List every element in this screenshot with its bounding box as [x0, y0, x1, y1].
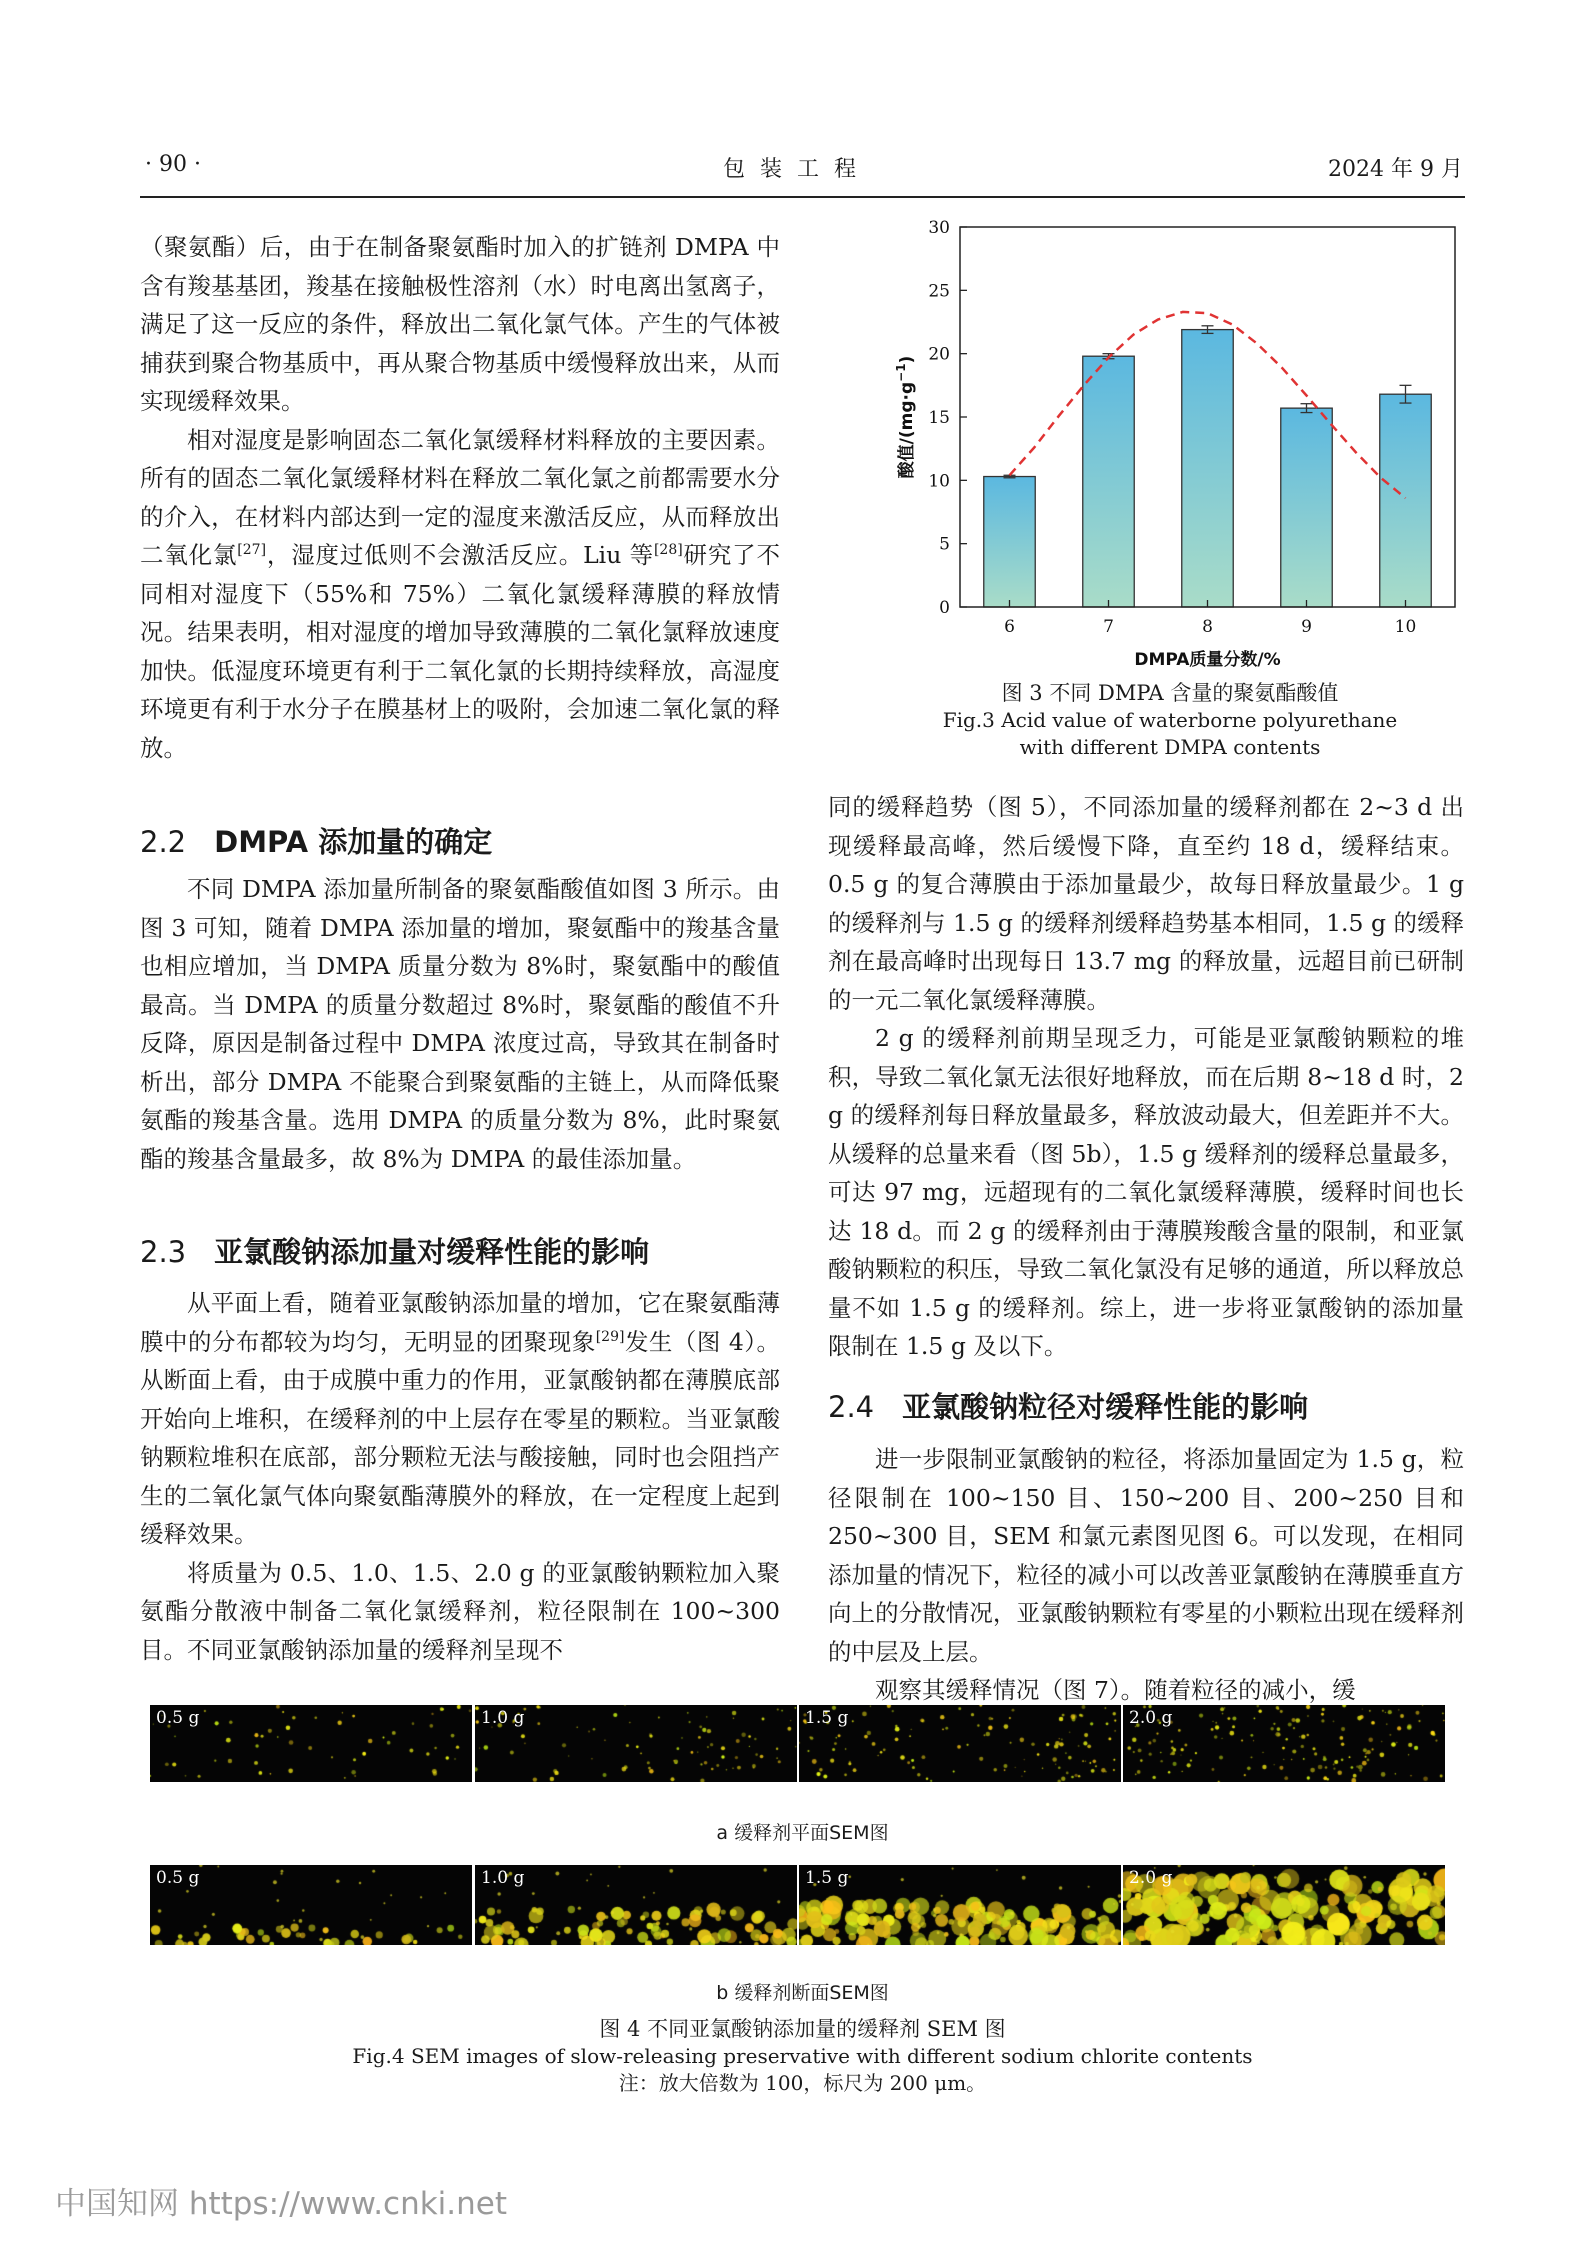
paragraph: 2 g 的缓释剂前期呈现乏力，可能是亚氯酸钠颗粒的堆积，导致二氧化氯无法很好地释放，而在后期 8~18 d 时，2 g 的缓释剂每日释放量最多，释放波动最大，但差距并不大。从缓释的总量来看（图 5b），1.5 g 缓释剂的缓释总量最多，可达 97 mg，远超现有的二氧化氯缓释薄膜，缓释时间也长达 18 d。而 2 g 的缓释剂由于薄膜羧酸含量的限制，和亚氯酸钠颗粒的积压，导致二氧化氯没有足够的通道，所以释放总量不如 1.5 g 的缓释剂。综上，进一步将亚氯酸钠的添加量限制在 1.5 g 及以下。 [828, 1024, 1464, 1360]
fig3-caption [870, 680, 1470, 761]
bar [1182, 330, 1233, 607]
fig4-note: 注：放大倍数为 100，标尺为 200 μm。 [618, 2071, 987, 2095]
y-tick-label: 0 [939, 598, 950, 618]
y-tick-label: 30 [928, 218, 950, 238]
y-tick-label: 20 [928, 344, 950, 365]
page-number: · 90 · [145, 152, 201, 177]
sem-panel-label: 1.5 g [805, 1708, 849, 1728]
x-tick-label: 7 [1103, 617, 1114, 637]
left-column-bottom [140, 1284, 780, 1669]
left-column-mid [140, 870, 780, 1178]
paragraph: 从平面上看，随着亚氯酸钠添加量的增加，它在聚氨酯薄膜中的分布都较为均匀，无明显的团聚现象[29]发生（图 4）。从断面上看，由于成膜中重力的作用，亚氯酸钠都在薄膜底部开始向上堆积，在缓释剂的中上层存在零星的颗粒。当亚氯酸钠颗粒堆积在底部，部分颗粒无法与酸接触，同时也会阻挡产生的二氧化氯气体向聚氨酯薄膜外的释放，在一定程度上起到缓释效果。 [140, 1289, 780, 1548]
fig3-caption-cn: 图 3 不同 DMPA 含量的聚氨酯酸值 [1001, 681, 1339, 705]
sem-image [150, 1705, 472, 1782]
fig4a-subcaption: a 缓释剂平面SEM图 [716, 1822, 889, 1844]
sem-panel-label: 2.0 g [1129, 1708, 1173, 1728]
fig4b-subcaption: b 缓释剂断面SEM图 [716, 1982, 889, 2004]
right-column-top [828, 788, 1464, 1366]
y-tick-label: 10 [928, 471, 950, 492]
acid-value-chart [870, 215, 1470, 695]
sem-image [1123, 1865, 1445, 1945]
sem-panel-label: 1.0 g [481, 1868, 525, 1888]
sem-image [799, 1705, 1121, 1782]
paragraph: （聚氨酯）后，由于在制备聚氨酯时加入的扩链剂 DMPA 中含有羧基基团，羧基在接触极性溶剂（水）时电离出氢离子，满足了这一反应的条件，释放出二氧化氯气体。产生的气体被捕获到聚合物基质中，再从聚合物基质中缓慢释放出来，从而实现缓释效果。 [140, 233, 780, 415]
sem-panel-label: 1.5 g [805, 1868, 849, 1888]
sem-panel-label: 0.5 g [156, 1708, 200, 1728]
sem-panel-label: 2.0 g [1129, 1868, 1173, 1888]
y-tick-label: 15 [928, 408, 950, 428]
sem-panel-label: 1.0 g [481, 1708, 525, 1728]
section-heading-2-4: 2.4 亚氯酸钠粒径对缓释性能的影响 [828, 1390, 1309, 1424]
journal-name: 包 装 工 程 [723, 157, 860, 182]
x-tick-label: 10 [1394, 617, 1417, 637]
y-axis-label: 酸值$/(mg\cdot g^{-1})$ [894, 355, 917, 479]
paragraph: 观察其缓释情况（图 7）。随着粒径的减小，缓 [875, 1676, 1356, 1704]
y-tick-label: 25 [928, 281, 950, 302]
section-heading-2-2: 2.2 DMPA 添加量的确定 [140, 825, 493, 859]
sem-image [475, 1865, 797, 1945]
bar [1083, 356, 1134, 607]
header-rule [140, 196, 1465, 198]
fig4-caption [140, 2016, 1465, 2097]
sem-image [475, 1705, 797, 1782]
bar [1380, 394, 1431, 607]
sem-image [150, 1865, 472, 1945]
sem-image [1123, 1705, 1445, 1782]
paragraph: 不同 DMPA 添加量所制备的聚氨酯酸值如图 3 所示。由图 3 可知，随着 DMPA 添加量的增加，聚氨酯中的羧基含量也相应增加，当 DMPA 质量分数为 8%时，聚氨酯中的酸值最高。当 DMPA 的质量分数超过 8%时，聚氨酯的酸值不升反降，原因是制备过程中 DMPA 浓度过高，导致其在制备时析出，部分 DMPA 不能聚合到聚氨酯的主链上，从而降低聚氨酯的羧基含量。选用 DMPA 的质量分数为 8%，此时聚氨酯的羧基含量最多，故 8%为 DMPA 的最佳添加量。 [140, 875, 780, 1173]
x-tick-label: 8 [1202, 617, 1213, 637]
y-tick-label: 5 [939, 534, 950, 555]
bar [1281, 408, 1332, 607]
right-column-bottom [828, 1440, 1464, 1710]
x-axis-label: DMPA质量分数/% [1134, 650, 1281, 670]
bar [984, 477, 1035, 607]
sem-panel-label: 0.5 g [156, 1868, 200, 1888]
fig3-caption-en-1: Fig.3 Acid value of waterborne polyurethane [942, 708, 1398, 732]
x-tick-label: 6 [1004, 617, 1015, 637]
paragraph: 同的缓释趋势（图 5），不同添加量的缓释剂都在 2~3 d 出现缓释最高峰，然后缓慢下降，直至约 18 d，缓释结束。0.5 g 的复合薄膜由于添加量最少，故每日释放量最少。1 g 的缓释剂与 1.5 g 的缓释剂缓释趋势基本相同，1.5 g 的缓释剂在最高峰时出现每日 13.7 mg 的释放量，远超目前已研制的一元二氧化氯缓释薄膜。 [828, 793, 1464, 1014]
sem-image [799, 1865, 1121, 1945]
fig4-caption-en: Fig.4 SEM images of slow-releasing preservative with different sodium chlorite contents [352, 2044, 1253, 2068]
left-column-top [140, 228, 780, 767]
issue-date: 2024 年 9 月 [1328, 157, 1463, 182]
x-tick-label: 9 [1301, 617, 1312, 637]
paragraph: 相对湿度是影响固态二氧化氯缓释材料释放的主要因素。所有的固态二氧化氯缓释材料在释放二氧化氯之前都需要水分的介入，在材料内部达到一定的湿度来激活反应，从而释放出二氧化氯[27]，湿度过低则不会激活反应。Liu 等[28]研究了不同相对湿度下（55%和 75%）二氧化氯缓释薄膜的释放情况。结果表明，相对湿度的增加导致薄膜的二氧化氯释放速度加快。低湿度环境更有利于二氧化氯的长期持续释放，高湿度环境更有利于水分子在膜基材上的吸附，会加速二氧化氯的释放。 [140, 425, 780, 762]
cnki-watermark: 中国知网 https://www.cnki.net [55, 2186, 508, 2222]
section-heading-2-3: 2.3 亚氯酸钠添加量对缓释性能的影响 [140, 1235, 650, 1269]
fig3-caption-en-2: with different DMPA contents [1019, 735, 1321, 759]
fig4-caption-cn: 图 4 不同亚氯酸钠添加量的缓释剂 SEM 图 [599, 2017, 1006, 2041]
paragraph: 进一步限制亚氯酸钠的粒径，将添加量固定为 1.5 g，粒径限制在 100~150 目、150~200 目、200~250 目和 250~300 目，SEM 和氯元素图见图 6。可以发现，在相同添加量的情况下，粒径的减小可以改善亚氯酸钠在薄膜垂直方向上的分散情况，亚氯酸钠颗粒有零星的小颗粒出现在缓释剂的中层及上层。 [828, 1445, 1464, 1666]
paragraph: 将质量为 0.5、1.0、1.5、2.0 g 的亚氯酸钠颗粒加入聚氨酯分散液中制备二氧化氯缓释剂，粒径限制在 100~300 目。不同亚氯酸钠添加量的缓释剂呈现不 [140, 1558, 780, 1664]
